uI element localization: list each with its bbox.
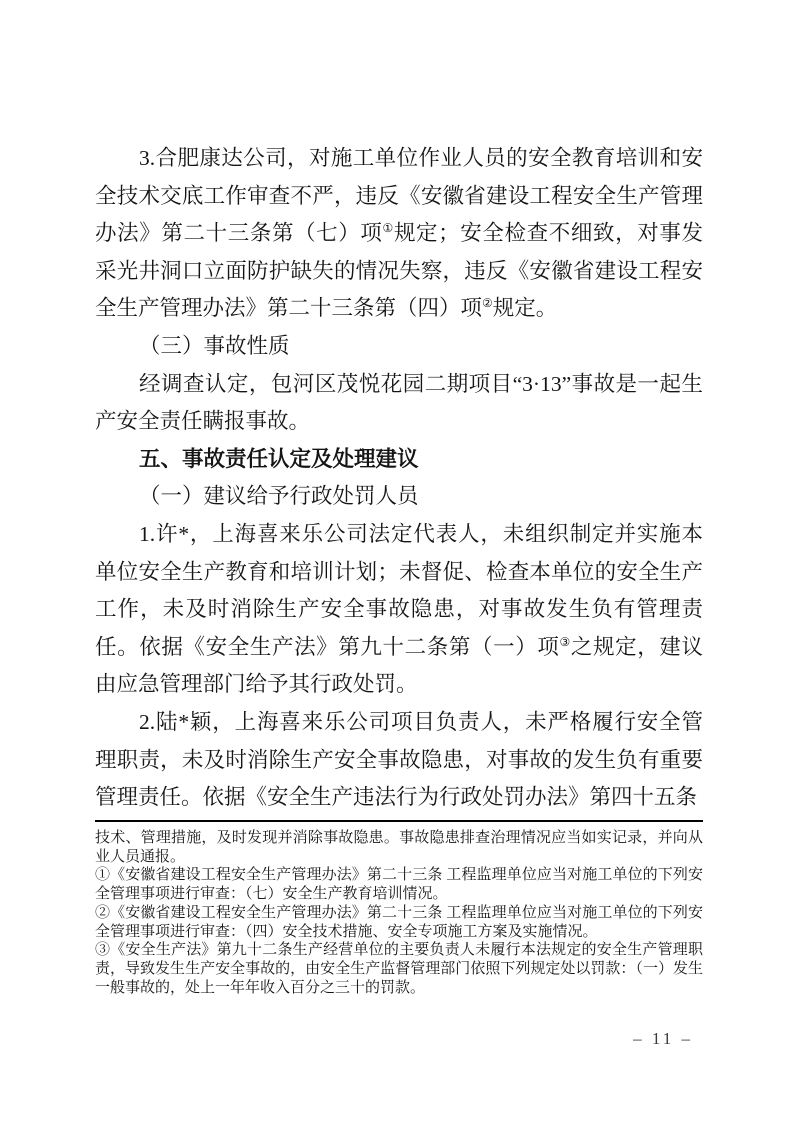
page-number: – 11 –: [633, 1029, 693, 1048]
subsection-heading-accident-nature: （三）事故性质: [139, 333, 290, 358]
footnote-2: ②《安徽省建设工程安全生产管理办法》第二十三条 工程监理单位应当对施工单位的下列安全管理事项进行审查：（四）安全技术措施、安全专项施工方案及实施情况。: [95, 904, 703, 940]
footnote-ref-3: ③: [559, 634, 571, 649]
document-body: [95, 140, 703, 817]
paragraph-text: 规定；安全检查不细致，对事发采光井洞口立面防护缺失的情况失察，违反《安徽省建设工程安全生产管理办法》第二十三条第（四）项: [95, 221, 703, 321]
paragraph-person-2-lu: 2.陆*颖，上海喜来乐公司项目负责人，未严格履行安全管理职责，未及时消除生产安全事故隐患，对事故的发生负有重要管理责任。依据《安全生产违法行为行政处罚办法》第四十五条: [95, 709, 703, 810]
paragraph-text: 之规定，建议由应急管理部门给予其行政处罚。: [95, 634, 703, 697]
footnote-continuation: 技术、管理措施，及时发现并消除事故隐患。事故隐患排查治理情况应当如实记录，并向从业人员通报。: [95, 830, 703, 865]
section-heading-responsibility: 五、事故责任认定及处理建议: [139, 446, 419, 471]
footnote-1: ①《安徽省建设工程安全生产管理办法》第二十三条 工程监理单位应当对施工单位的下列安全管理事项进行审查：（七）安全生产教育培训情况。: [95, 867, 703, 903]
paragraph-text: 规定。: [492, 296, 558, 321]
paragraph-text: 1.许*，上海喜来乐公司法定代表人，未组织制定并实施本单位安全生产教育和培训计划；未督促、检查本单位的安全生产工作，未及时消除生产安全事故隐患，对事故发生负有管理责任。依据《安全生产法》第九十二条第（一）项: [95, 521, 703, 659]
footnote-section: [95, 820, 703, 997]
footnote-ref-1: ①: [382, 221, 394, 236]
footnote-ref-2: ②: [482, 296, 493, 311]
footnote-3: ③《安全生产法》第九十二条生产经营单位的主要负责人未履行本法规定的安全生产管理职责，导致发生生产安全事故的，由安全生产监督管理部门依照下列规定处以罚款：（一）发生一般事故的，处上一年年收入百分之三十的罚款。: [95, 942, 703, 996]
subsection-heading-administrative-penalty: （一）建议给予行政处罚人员: [139, 484, 419, 509]
paragraph-3-hefei-kangda: [95, 140, 703, 328]
footnote-separator: [95, 820, 703, 822]
paragraph-person-1-xu: [95, 516, 703, 704]
paragraph-accident-determination: 经调查认定，包河区茂悦花园二期项目“3·13”事故是一起生产安全责任瞒报事故。: [95, 371, 703, 434]
paragraph-text: 3.合肥康达公司，对施工单位作业人员的安全教育培训和安全技术交底工作审查不严，违反《安徽省建设工程安全生产管理办法》第二十三条第（七）项: [95, 146, 703, 246]
